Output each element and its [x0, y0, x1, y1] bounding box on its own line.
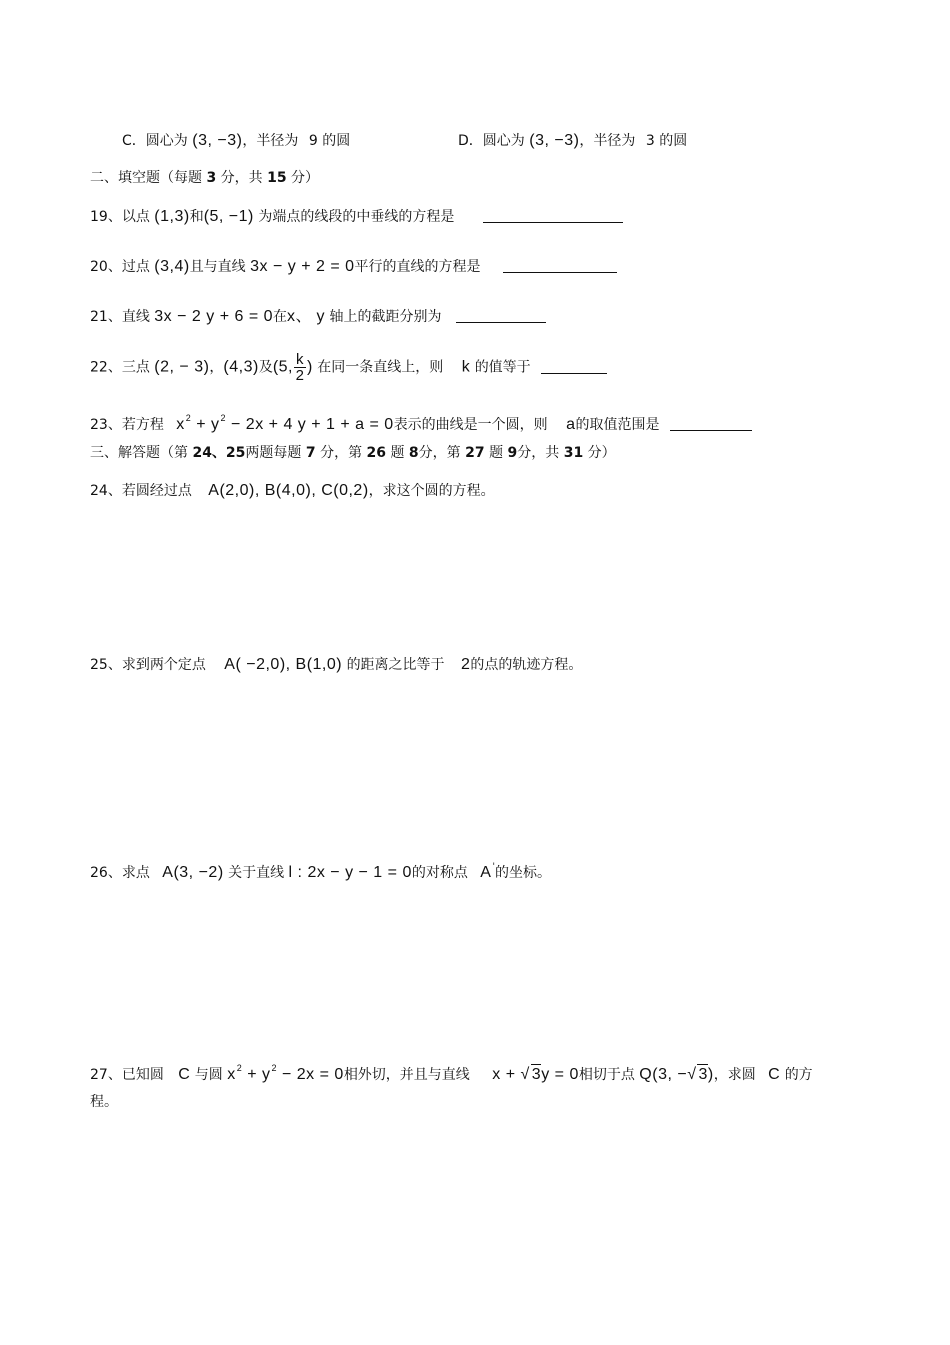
choice-d-value: 3: [645, 133, 655, 149]
question-22: [90, 352, 607, 383]
sec3-points-total: 31: [563, 445, 584, 461]
q26-text-1: 关于直线: [228, 865, 285, 881]
q27-y: + y: [247, 1066, 271, 1083]
q20-text-1: 且与直线: [189, 259, 246, 275]
q27-line-part-1: x +: [492, 1066, 516, 1083]
q20-number: 20、过点: [90, 259, 150, 275]
question-27: 27、已知圆 C 与圆 $x^2 + y^2 - 2x = 0$相外切，并且与直线 x + √ 3y = 0相切于点 Q(3, −√ 3)，求圆 C 的方: [90, 1063, 813, 1083]
q26-text-2: 的对称点: [411, 865, 468, 881]
question-25: [90, 655, 582, 675]
q25-text-2: 的点的轨迹方程。: [470, 657, 583, 673]
q24-text: ，求这个圆的方程。: [368, 483, 495, 499]
q26-a-prime: A: [480, 864, 492, 881]
q20-equation: 3x − y + 2 = 0: [250, 258, 355, 275]
q20-answer-blank[interactable]: [503, 258, 617, 273]
q19-text: 为端点的线段的中垂线的方程是: [258, 209, 455, 225]
q26-point: A(3, −2): [162, 864, 224, 881]
sec3-text-f: 题: [489, 445, 504, 461]
q22-text-1: 在同一条直线上，则: [317, 359, 444, 376]
q21-number: 21、直线: [90, 309, 150, 325]
q22-answer-blank[interactable]: [541, 359, 607, 374]
q27-sqrt3-line: 3: [531, 1066, 542, 1083]
q27-x: x: [227, 1066, 236, 1083]
section-fill-blank-heading: [90, 168, 319, 188]
q23-equation-rest: − 2x + 4 y + 1 + a = 0: [231, 416, 394, 433]
q27-line-part-2: y = 0: [541, 1066, 579, 1083]
q24-number: 24、若圆经过点: [90, 483, 192, 499]
sec3-text-g: 分，共: [517, 445, 560, 461]
choice-c-end: 的圆: [322, 133, 351, 149]
question-20: [90, 257, 617, 277]
q22-point-1: (2, − 3): [154, 358, 210, 376]
question-24: [90, 481, 495, 501]
q23-text-1: 表示的曲线是一个圆，则: [393, 417, 548, 433]
choice-d-end: 的圆: [659, 133, 688, 149]
sec3-question-27: 27: [465, 445, 485, 461]
q21-equation: 3x − 2 y + 6 = 0: [154, 308, 274, 325]
q22-number: 22、三点: [90, 359, 150, 376]
q19-and: 和: [189, 209, 204, 225]
choice-d-mid: ，半径为: [579, 133, 636, 149]
q22-point-3-open: (5,: [272, 358, 293, 376]
sec2-points-each: 3: [206, 170, 217, 186]
q27-circle-c-2: C: [768, 1066, 781, 1083]
q27-point-q-open: Q(3, −: [639, 1066, 688, 1083]
choice-d: [458, 131, 687, 151]
q27-text-6: 程。: [90, 1094, 118, 1110]
q26-prime-mark: ': [492, 862, 495, 872]
choice-c-value: 9: [308, 133, 318, 149]
q19-point-2: (5, −1): [203, 208, 254, 225]
sec2-text-c: 分）: [291, 170, 320, 186]
q27-text-1: 与圆: [194, 1067, 223, 1083]
q27-text-2: 相外切，并且与直线: [343, 1067, 470, 1083]
choice-c-mid: ，半径为: [242, 133, 299, 149]
q27-text-5: 的方: [784, 1067, 813, 1083]
q25-ratio: 2: [461, 656, 471, 673]
choice-c-point: (3, −3): [192, 132, 243, 149]
q23-answer-blank[interactable]: [670, 416, 752, 431]
q27-point-q-close: ): [707, 1066, 714, 1083]
q19-point-1: (1,3): [154, 208, 190, 225]
q27-text-3: 相切于点: [578, 1067, 635, 1083]
question-27-continued: [90, 1092, 118, 1112]
q23-exp-1: 2: [185, 413, 192, 423]
q25-number: 25、求到两个定点: [90, 657, 206, 673]
q25-text-1: 的距离之比等于: [346, 657, 445, 673]
q23-exp-2: 2: [220, 413, 227, 423]
sec3-text-d: 题: [390, 445, 405, 461]
sec3-points-1: 7: [305, 445, 316, 461]
sec3-points-3: 9: [507, 445, 518, 461]
q21-text-2: 轴上的截距分别为: [329, 309, 442, 325]
sec3-points-2: 8: [408, 445, 419, 461]
question-23: [90, 408, 752, 435]
q27-number: 27、已知圆: [90, 1067, 164, 1083]
q23-x: x: [176, 416, 185, 433]
choice-d-point: (3, −3): [529, 132, 580, 149]
sec3-question-26: 26: [366, 445, 387, 461]
sec3-text-h: 分）: [587, 445, 616, 461]
q27-circle-equation-rest: − 2x = 0: [281, 1066, 344, 1083]
q22-text-2: 的值等于: [474, 359, 531, 376]
q21-y: y: [316, 308, 325, 325]
q22-point-3-close: ): [307, 358, 313, 376]
question-21: [90, 307, 546, 327]
sec3-questions-1: 24、25: [192, 445, 246, 461]
q26-line-equation: l : 2x − y − 1 = 0: [288, 864, 412, 881]
sec3-text-e: 分，第: [418, 445, 461, 461]
q21-x: x、: [287, 308, 313, 325]
q23-y: + y: [196, 416, 220, 433]
sec2-text-a: 二、填空题（每题: [90, 170, 202, 186]
choice-d-label: D．圆心为: [458, 133, 525, 149]
q23-text-2: 的取值范围是: [575, 417, 660, 433]
choice-c: [122, 131, 350, 151]
q21-answer-blank[interactable]: [456, 308, 546, 323]
section-solve-heading: [90, 443, 616, 463]
sec2-points-total: 15: [267, 170, 287, 186]
q27-circle-c: C: [178, 1066, 191, 1083]
sec3-text-a: 三、解答题（第: [90, 445, 188, 461]
q27-text-4: ，求圆: [713, 1067, 756, 1083]
q22-fraction-denominator: 2: [295, 367, 305, 384]
q20-point: (3,4): [154, 258, 190, 275]
q20-text-2: 平行的直线的方程是: [354, 259, 481, 275]
q22-k: k: [461, 358, 471, 376]
q23-number: 23、若方程: [90, 417, 164, 433]
sec3-text-c: 分，第: [320, 445, 363, 461]
question-19: [90, 207, 623, 227]
q27-exp-1: 2: [236, 1063, 243, 1073]
q22-point-2: (4,3): [223, 358, 259, 376]
q22-fraction-numerator: k: [296, 351, 304, 368]
sec3-text-b: 两题每题: [245, 445, 302, 461]
q19-number: 19、以点: [90, 209, 150, 225]
q27-sqrt3-point: 3: [698, 1066, 708, 1083]
q23-a: a: [566, 416, 576, 433]
q26-number: 26、求点: [90, 865, 150, 881]
question-26: [90, 857, 551, 883]
q22-separator: ，: [209, 359, 224, 376]
q22-fraction: [294, 352, 306, 383]
q24-points: A(2,0), B(4,0), C(0,2): [208, 482, 369, 499]
q22-and: 及: [258, 359, 273, 376]
q26-text-3: 的坐标。: [494, 865, 551, 881]
sec2-text-b: 分，共: [220, 170, 263, 186]
q21-text-1: 在: [273, 309, 288, 325]
q27-exp-2: 2: [271, 1063, 278, 1073]
q25-points: A( −2,0), B(1,0): [224, 656, 343, 673]
q19-answer-blank[interactable]: [483, 208, 623, 223]
choice-c-label: C．圆心为: [122, 133, 188, 149]
